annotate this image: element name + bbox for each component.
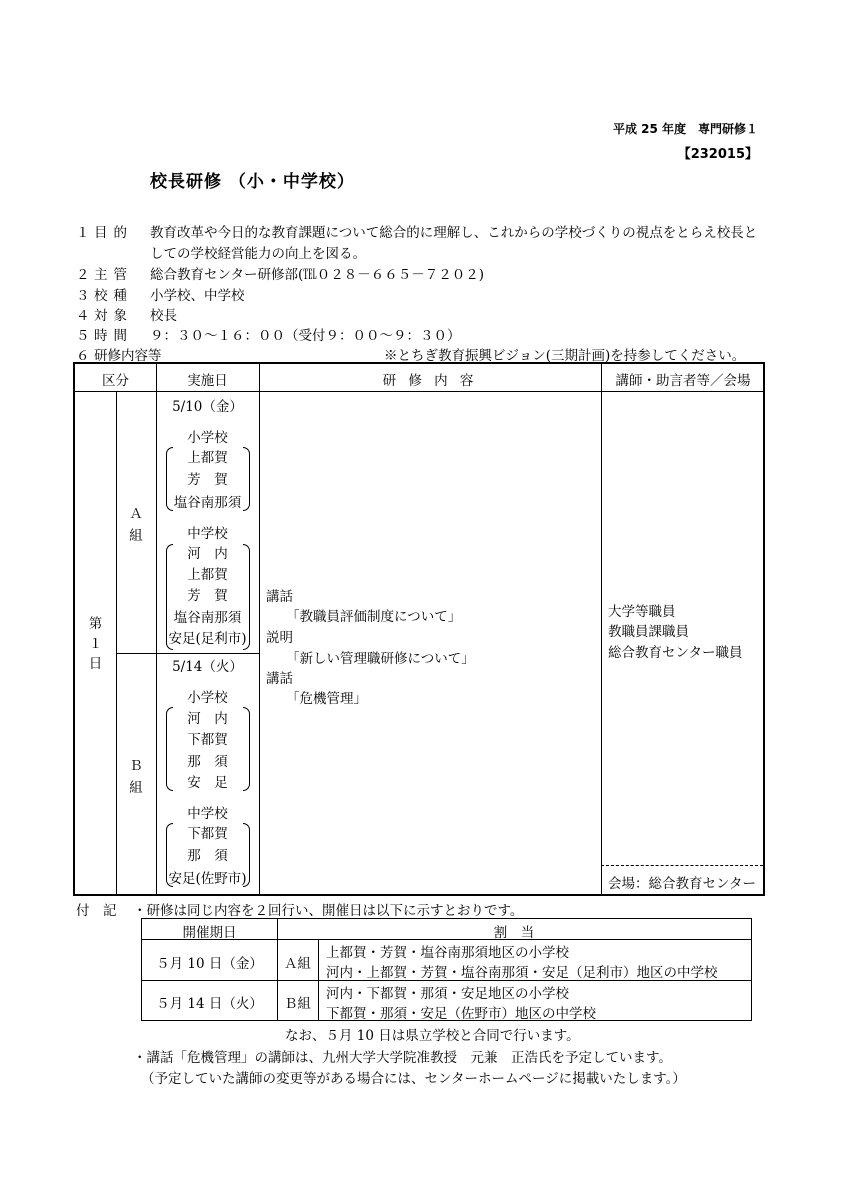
area-item: 河 内	[187, 546, 228, 562]
notes-bullet-1: ・研修は同じ内容を２回行い、開催日は以下に示すとおりです。	[133, 903, 524, 919]
alloc-row-date: ５月 14 日（火）	[156, 996, 263, 1012]
group-b-date: 5/14（火）	[172, 659, 243, 675]
item-target: ４ 対象 校長	[76, 308, 177, 324]
alloc-row-line: 下都賀・那須・安足（佐野市）地区の中学校	[326, 1006, 596, 1022]
page-title: 校長研修 （小・中学校）	[150, 172, 355, 192]
year-label: 平成 25 年度 専門研修１	[612, 122, 758, 136]
area-item: 塩谷南那須	[173, 610, 242, 626]
group-b-elem-label: 小学校	[187, 690, 228, 706]
item-school-type: ３ 校種 小学校、中学校	[76, 288, 245, 304]
area-item: 芳 賀	[187, 588, 228, 604]
group-a-elem-label: 小学校	[187, 430, 228, 446]
group-a-label-1: Ａ	[129, 506, 143, 522]
alloc-row-date: ５月 10 日（金）	[156, 956, 263, 972]
purpose-line-2: しての学校経営能力の向上を図る。	[150, 246, 366, 262]
alloc-row-line: 河内・下都賀・那須・安足地区の小学校	[326, 986, 569, 1002]
header-date: 実施日	[187, 373, 228, 389]
content-line: 「新しい管理職研修について」	[286, 651, 475, 667]
group-b-label-1: Ｂ	[129, 758, 143, 774]
header-lecturer: 講師・助言者等／会場	[615, 373, 751, 389]
group-a-junior-label: 中学校	[187, 526, 228, 542]
col-divider-3	[601, 364, 602, 894]
joint-note: なお、５月 10 日は県立学校と合同で行います。	[285, 1028, 580, 1044]
group-a-label-2: 組	[129, 528, 143, 544]
area-item: 塩谷南那須	[173, 495, 242, 511]
group-col-divider	[116, 391, 117, 894]
area-item: 安足(佐野市)	[168, 871, 247, 887]
header-content: 研 修 内 容	[382, 373, 478, 389]
day-char-1: 第	[88, 616, 103, 632]
area-item: 上都賀	[187, 450, 228, 466]
item-content: ６ 研修内容等	[76, 348, 162, 364]
allocation-table	[141, 918, 752, 1021]
area-item: 安 足	[187, 775, 228, 791]
alloc-row-line: 河内・上都賀・芳賀・塩谷南那須・安足（足利市）地区の中学校	[326, 965, 718, 981]
notes-bullet-2-sub: （予定していた講師の変更等がある場合には、センターホームページに掲載いたします。）	[141, 1071, 686, 1087]
area-item: 芳 賀	[187, 472, 228, 488]
group-split	[116, 653, 259, 654]
item-purpose: １ 目的 教育改革や今日的な教育課題について総合的に理解し、これからの学校づくりの視点をとらえ校長と	[76, 225, 758, 241]
area-item: 上都賀	[187, 567, 228, 583]
col-divider-2	[259, 364, 260, 894]
day-char-3: 日	[88, 656, 103, 672]
course-code: 【232015】	[677, 147, 758, 162]
area-item: 下都賀	[187, 826, 228, 842]
content-line: 講話	[266, 671, 293, 687]
content-line: 「教職員評価制度について」	[286, 609, 462, 625]
area-item: 安足(足利市)	[168, 631, 247, 647]
item-management: ２ 主管 総合教育センター研修部(℡０２８－６６５－７２０２)	[76, 267, 484, 283]
alloc-header-date: 開催期日	[182, 925, 237, 941]
purpose-line-1: 教育改革や今日的な教育課題について総合的に理解し、これからの学校づくりの視点をとらえ校長と	[150, 225, 758, 241]
day-char-2: １	[88, 636, 103, 652]
area-item: 那 須	[187, 754, 228, 770]
header-division: 区分	[102, 373, 129, 389]
bring-note: ※とちぎ教育振興ビジョン(三期計画)を持参してください。	[384, 348, 746, 364]
group-b-junior-label: 中学校	[187, 806, 228, 822]
notes-bullet-2: ・講話「危機管理」の講師は、九州大学大学院准教授 元兼 正浩氏を予定しています。	[133, 1050, 672, 1066]
venue: 会場：総合教育センター	[608, 876, 756, 892]
notes-label: 付 記	[76, 903, 117, 919]
schedule-table	[73, 362, 765, 896]
group-b-label-2: 組	[129, 780, 143, 796]
alloc-row-line: 上都賀・芳賀・塩谷南那須地区の小学校	[326, 945, 569, 961]
content-line: 説明	[266, 630, 293, 646]
area-item: 下都賀	[187, 732, 228, 748]
content-line: 「危機管理」	[286, 691, 367, 707]
area-item: 河 内	[187, 711, 228, 727]
venue-divider	[601, 865, 763, 866]
alloc-row-group: Ｂ組	[284, 996, 311, 1012]
content-line: 講話	[266, 589, 293, 605]
lecturer-item: 大学等職員	[608, 604, 676, 620]
header-divider	[75, 391, 763, 392]
alloc-header-assign: 割 当	[493, 925, 535, 941]
lecturer-item: 総合教育センター職員	[608, 645, 743, 661]
lecturer-item: 教職員課職員	[608, 624, 689, 640]
item-time: ５ 時間 ９：３０～１６：００（受付９：００～９：３０）	[76, 328, 461, 344]
group-a-date: 5/10（金）	[172, 399, 243, 415]
alloc-row-group: Ａ組	[284, 956, 311, 972]
area-item: 那 須	[187, 848, 228, 864]
